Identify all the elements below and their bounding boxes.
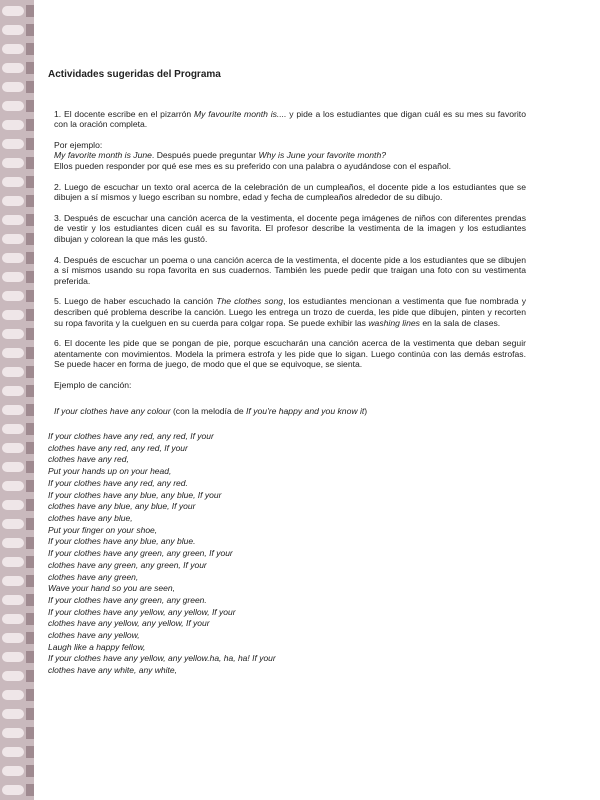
binding-hole (2, 690, 24, 700)
binding-hole (2, 234, 24, 244)
binding-tab (26, 24, 34, 36)
binding-hole (2, 386, 24, 396)
binding-hole (2, 177, 24, 187)
binding-hole (2, 652, 24, 662)
binding-tab (26, 157, 34, 169)
binding-tab (26, 670, 34, 682)
binding-tab (26, 404, 34, 416)
binding-tab (26, 461, 34, 473)
activity-5: 5. Luego de haber escuchado la canción The clothes song, los estudiantes mencionan a vestimenta que fue nombrada y describen qué problema describe la canción. Luego les entrega un trozo de cuerda, les pide que dibujen, pinten y recorten su ropa favorita y la cuelguen en su cuerda para colgar ropa. Se puede exhibir las washing lines en la sala de clases. (54, 296, 526, 328)
binding-hole (2, 500, 24, 510)
binding-hole (2, 747, 24, 757)
binding-tab (26, 575, 34, 587)
binding-hole (2, 614, 24, 624)
binding-tab (26, 366, 34, 378)
activity-1-example: Por ejemplo: My favorite month is June. Después puede preguntar Why is June your favorite month? Ellos pueden responder por qué ese mes es su preferido con una palabra o ayudándose con el español. (54, 139, 452, 171)
notebook-binding (0, 0, 34, 800)
binding-hole (2, 709, 24, 719)
binding-tab (26, 138, 34, 150)
binding-tab (26, 233, 34, 245)
binding-hole (2, 310, 24, 320)
binding-hole (2, 348, 24, 358)
binding-hole (2, 196, 24, 206)
binding-tab (26, 480, 34, 492)
binding-hole (2, 215, 24, 225)
binding-tab (26, 62, 34, 74)
activity-2: 2. Luego de escuchar un texto oral acerca de la celebración de un cumpleaños, el docente pide a los estudiantes que se dibujen a sí mismos y luego escriban su nombre, edad y fecha de cumpleaños alrededor de su dibujo. (54, 181, 526, 203)
binding-hole (2, 6, 24, 16)
binding-tab (26, 518, 34, 530)
binding-hole (2, 101, 24, 111)
activity-4: 4. Después de escuchar un poema o una canción acerca de la vestimenta, el docente pide a los estudiantes que se dibujen a sí mismos usando su ropa favorita en sus cuadernos. También les puede pedir que traigan una foto con su vestimenta preferida. (54, 254, 526, 286)
binding-hole (2, 557, 24, 567)
binding-hole (2, 329, 24, 339)
binding-tab (26, 765, 34, 777)
song-lyrics: If your clothes have any red, any red, If your clothes have any red, any red, If your clothes have any red, Put your hands up on your head, If your clothes have any red, any red. If your clothes have any blue, any blue, If your clothes have any blue, any blue, If your clothes have any blue, Put your finger on your shoe, If your clothes have any blue, any blue. If your clothes have any green, any green, If your clothes have any green, any green, If your clothes have any green, Wave your hand so you are seen, If your clothes have any green, any green. If your clothes have any yellow, any yellow, If your clothes have any yellow, any yellow, If your clothes have any yellow, Laugh like a happy fellow, If your clothes have any yellow, any yellow.ha, ha, ha! If your clothes have any white, any white, (48, 431, 276, 676)
binding-hole (2, 766, 24, 776)
binding-tab (26, 271, 34, 283)
binding-hole (2, 82, 24, 92)
binding-hole (2, 633, 24, 643)
binding-hole (2, 158, 24, 168)
binding-tab (26, 423, 34, 435)
binding-hole (2, 728, 24, 738)
binding-hole (2, 481, 24, 491)
binding-tab (26, 252, 34, 264)
binding-hole (2, 253, 24, 263)
binding-tab (26, 309, 34, 321)
binding-tab (26, 100, 34, 112)
song-example-label: Ejemplo de canción: (54, 379, 132, 390)
binding-tab (26, 594, 34, 606)
binding-tab (26, 784, 34, 796)
binding-hole (2, 291, 24, 301)
activity-1: 1. El docente escribe en el pizarrón My favourite month is.... y pide a los estudiantes que digan cuál es su mes su favorito con la oración completa. (54, 108, 526, 130)
binding-tab (26, 81, 34, 93)
page-title: Actividades sugeridas del Programa (48, 69, 221, 80)
binding-tab (26, 708, 34, 720)
binding-hole (2, 120, 24, 130)
binding-tab (26, 43, 34, 55)
document-body (48, 70, 526, 677)
binding-tab (26, 5, 34, 17)
binding-hole (2, 595, 24, 605)
binding-tab (26, 632, 34, 644)
binding-tab (26, 746, 34, 758)
binding-hole (2, 25, 24, 35)
binding-hole (2, 424, 24, 434)
binding-hole (2, 519, 24, 529)
binding-hole (2, 63, 24, 73)
binding-hole (2, 443, 24, 453)
binding-tab (26, 347, 34, 359)
binding-tab (26, 385, 34, 397)
binding-hole (2, 671, 24, 681)
binding-hole (2, 785, 24, 795)
binding-hole (2, 538, 24, 548)
binding-tab (26, 689, 34, 701)
binding-tab (26, 442, 34, 454)
binding-tab (26, 499, 34, 511)
binding-tab (26, 214, 34, 226)
activity-3: 3. Después de escuchar una canción acerca de la vestimenta, el docente pega imágenes de niños con diferentes prendas de vestir y los estudiantes dicen cuál es su favorita. El profesor describe la vestimenta de la imagen y los estudiantes dibujan y colorean la que más les gustó. (54, 212, 526, 244)
binding-tab (26, 651, 34, 663)
binding-hole (2, 44, 24, 54)
binding-hole (2, 462, 24, 472)
binding-tab (26, 727, 34, 739)
binding-tab (26, 613, 34, 625)
binding-hole (2, 139, 24, 149)
binding-tab (26, 290, 34, 302)
binding-hole (2, 272, 24, 282)
binding-tab (26, 537, 34, 549)
binding-tab (26, 176, 34, 188)
binding-hole (2, 576, 24, 586)
binding-tab (26, 119, 34, 131)
binding-tab (26, 556, 34, 568)
activity-6: 6. El docente les pide que se pongan de pie, porque escucharán una canción acerca de la vestimenta que deban seguir atentamente con movimientos. Modela la primera estrofa y les pide que lo sigan. Luego continúa con las demás estrofas. Se puede hacer en forma de juego, de modo que el que se equivoque, se sienta. (54, 338, 526, 370)
binding-hole (2, 367, 24, 377)
song-title: If your clothes have any colour (con la melodía de If you're happy and you know it) (54, 406, 368, 417)
binding-tab (26, 328, 34, 340)
binding-tab (26, 195, 34, 207)
binding-hole (2, 405, 24, 415)
